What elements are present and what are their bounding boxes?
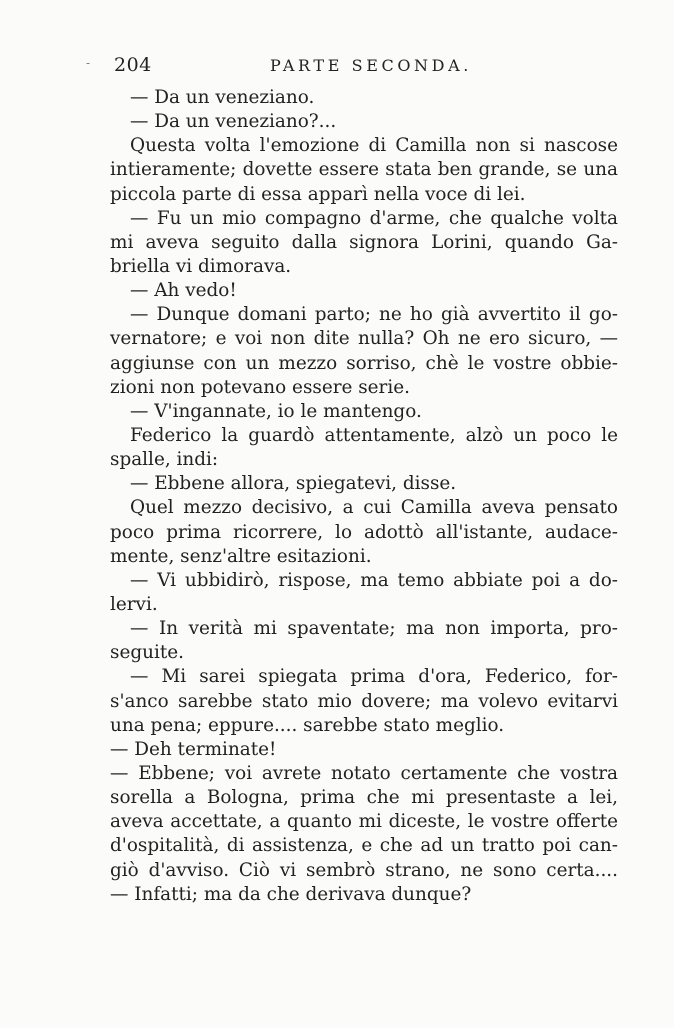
page-header <box>110 54 610 80</box>
text-line: vernatore; e voi non dite nulla? Oh ne ero sicuro, — <box>110 328 618 350</box>
text-line: — Da un veneziano?... <box>130 111 337 133</box>
text-line: — Deh terminate! <box>110 738 277 760</box>
text-line: giò d'avviso. Ciò vi sembrò strano, ne sono certa.... <box>110 859 618 881</box>
text-line: briella vi dimorava. <box>110 255 292 277</box>
text-line: aveva accettate, a quanto mi diceste, le vostre offerte <box>110 811 618 833</box>
text-line: — Dunque domani parto; ne ho già avvertito il go- <box>130 304 618 326</box>
text-line: — V'ingannate, io le mantengo. <box>130 400 422 422</box>
text-line: una pena; eppure.... sarebbe stato meglio. <box>110 714 505 736</box>
page-body <box>110 86 618 907</box>
text-line: zioni non potevano essere serie. <box>110 376 410 398</box>
text-line: Questa volta l'emozione di Camilla non si nascose <box>130 135 618 157</box>
text-line: d'ospitalità, di assistenza, e che ad un tratto poi can- <box>110 835 618 857</box>
text-line: — Infatti; ma da che derivava dunque? <box>110 883 472 905</box>
text-line: seguite. <box>110 642 184 664</box>
margin-mark: - <box>86 56 91 70</box>
text-line: — Ah vedo! <box>130 280 237 302</box>
text-line: — Da un veneziano. <box>130 87 315 108</box>
running-head: PARTE SECONDA. <box>270 56 472 75</box>
text-line: mi aveva seguito dalla signora Lorini, quando Ga- <box>110 231 618 253</box>
text-line: s'anco sarebbe stato mio dovere; ma volevo evitarvi <box>110 690 618 712</box>
text-line: — In verità mi spaventate; ma non importa, pro- <box>130 618 618 640</box>
text-line: piccola parte di essa apparì nella voce di lei. <box>110 183 526 205</box>
page-number: 204 <box>114 54 152 76</box>
text-line: poco prima ricorrere, lo adottò all'istante, audace- <box>110 521 618 543</box>
text-line: Quel mezzo decisivo, a cui Camilla aveva pensato <box>130 497 618 519</box>
text-line: sorella a Bologna, prima che mi presentaste a lei, <box>110 787 618 809</box>
text-line: spalle, indi: <box>110 449 219 471</box>
text-line: aggiunse con un mezzo sorriso, chè le vostre obbie- <box>110 352 618 374</box>
text-line: lervi. <box>110 593 158 615</box>
text-line: — Fu un mio compagno d'arme, che qualche volta <box>130 207 618 229</box>
text-line: — Ebbene allora, spiegatevi, disse. <box>130 473 457 495</box>
text-line: — Mi sarei spiegata prima d'ora, Federico, for- <box>130 666 618 688</box>
text-line: mente, senz'altre esitazioni. <box>110 545 372 567</box>
text-line: — Vi ubbidirò, rispose, ma temo abbiate poi a do- <box>130 569 618 591</box>
text-line: intieramente; dovette essere stata ben grande, se una <box>110 159 618 181</box>
text-line: — Ebbene; voi avrete notato certamente che vostra <box>110 762 618 784</box>
text-line: Federico la guardò attentamente, alzò un poco le <box>130 424 618 446</box>
